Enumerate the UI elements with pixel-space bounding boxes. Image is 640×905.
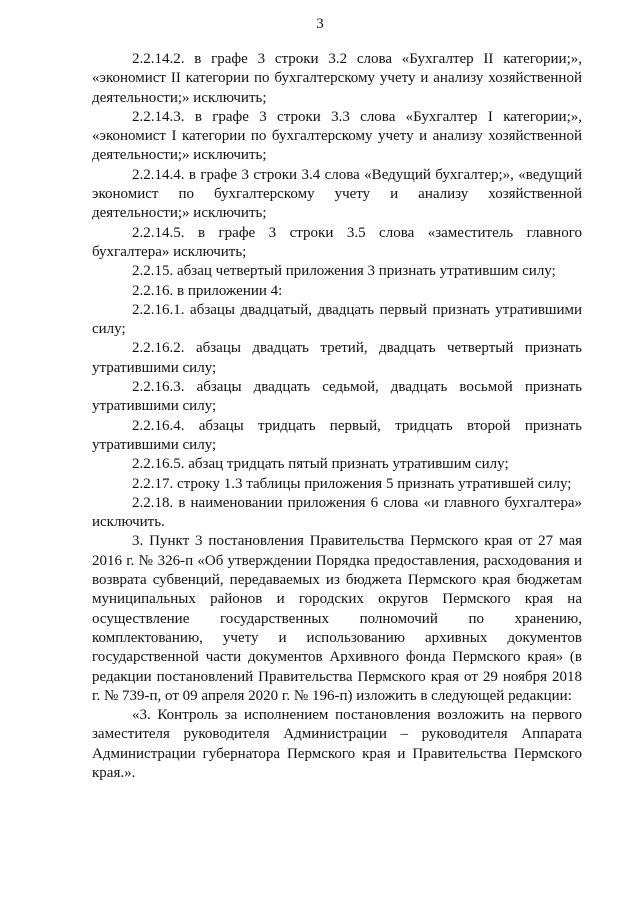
paragraph-2-2-14-5: 2.2.14.5. в графе 3 строки 3.5 слова «заместитель главного бухгалтера» исключить; [92, 224, 582, 260]
paragraph-2-2-14-3: 2.2.14.3. в графе 3 строки 3.3 слова «Бухгалтер I категории;», «экономист I категории по бухгалтерскому учету и анализу хозяйственной деятельности;» исключить; [92, 108, 582, 164]
paragraph-2-2-16: 2.2.16. в приложении 4: [132, 282, 283, 299]
paragraph-3-new-wording: «3. Контроль за исполнением постановления возложить на первого заместителя руководителя Администрации – руководителя Аппарата Администрации губернатора Пермского края и Правительства Пермского края.». [92, 707, 582, 781]
paragraph-2-2-16-2: 2.2.16.2. абзацы двадцать третий, двадцать четвертый признать утратившими силу; [92, 340, 582, 376]
paragraph-2-2-15: 2.2.15. абзац четвертый приложения 3 признать утратившим силу; [132, 263, 556, 280]
paragraph-2-2-17: 2.2.17. строку 1.3 таблицы приложения 5 признать утратившей силу; [132, 475, 572, 492]
document-body [92, 50, 582, 783]
paragraph-2-2-14-4: 2.2.14.4. в графе 3 строки 3.4 слова «Ведущий бухгалтер;», «ведущий экономист по бухгалтерскому учету и анализу хозяйственной деятельности;» исключить; [92, 166, 582, 222]
paragraph-2-2-16-3: 2.2.16.3. абзацы двадцать седьмой, двадцать восьмой признать утратившими силу; [92, 379, 582, 415]
paragraph-2-2-16-1: 2.2.16.1. абзацы двадцатый, двадцать первый признать утратившими силу; [92, 301, 582, 338]
paragraph-2-2-16-4: 2.2.16.4. абзацы тридцать первый, тридцать второй признать утратившими силу; [92, 417, 582, 453]
paragraph-3: 3. Пункт 3 постановления Правительства Пермского края от 27 мая 2016 г. № 326-п «Об утверждении Порядка предоставления, расходования и возврата субвенций, передаваемых из бюджета Пермского края бюджетам муниципальных районов и городских округов Пермского края на осуществление государственных полномочий по хранению, комплектованию, учету и использованию архивных документов государственной части документов Архивного фонда Пермского края» (в редакции постановлений Правительства Пермского края от 29 ноября 2018 г. № 739-п, от 09 апреля 2020 г. № 196-п) изложить в следующей редакции: [92, 533, 582, 704]
paragraph-2-2-16-5: 2.2.16.5. абзац тридцать пятый признать утратившим силу; [132, 456, 509, 473]
page-number: 3 [316, 16, 324, 32]
paragraph-2-2-18: 2.2.18. в наименовании приложения 6 слова «и главного бухгалтера» исключить. [92, 494, 582, 531]
paragraph-2-2-14-2: 2.2.14.2. в графе 3 строки 3.2 слова «Бухгалтер II категории;», «экономист II категории по бухгалтерскому учету и анализу хозяйственной деятельности;» исключить; [92, 51, 582, 106]
